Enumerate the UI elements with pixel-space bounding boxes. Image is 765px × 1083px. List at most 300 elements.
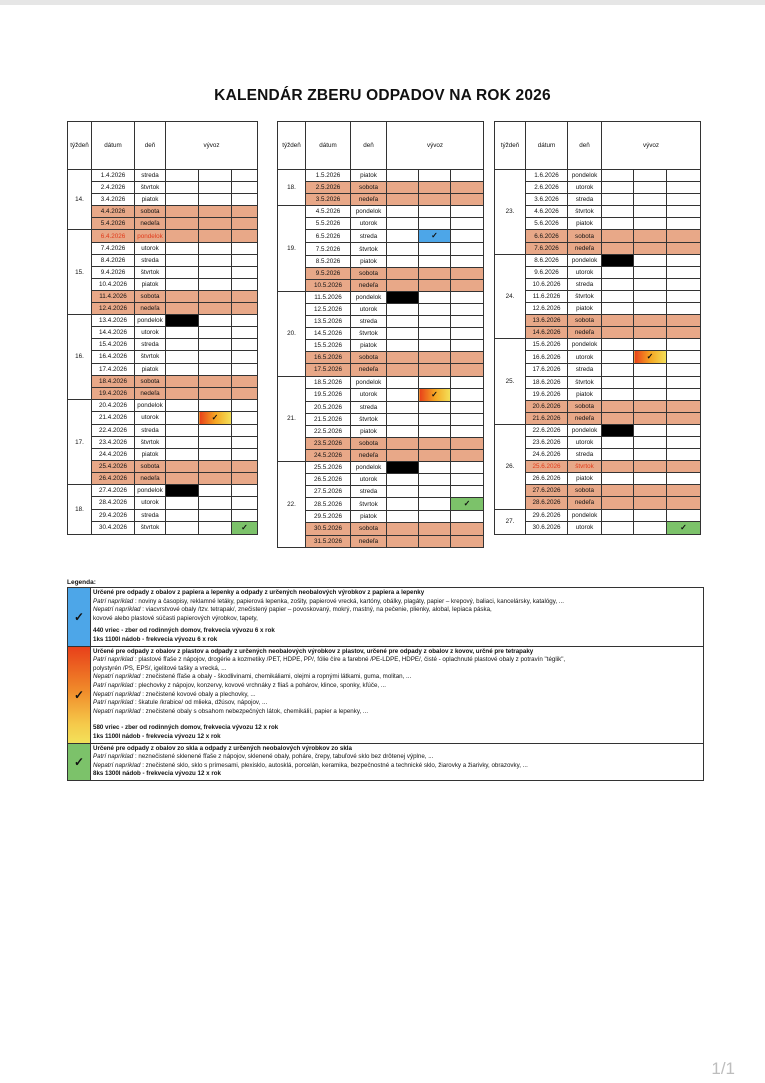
header-day: deň <box>135 122 166 170</box>
pickup-cell <box>419 462 451 474</box>
date-cell: 17.4.2026 <box>92 363 135 375</box>
pickup-black-marker <box>166 485 199 497</box>
pickup-cell <box>232 327 258 339</box>
calendar-row <box>495 339 701 351</box>
date-cell: 3.5.2026 <box>306 194 351 206</box>
pickup-cell <box>387 364 419 376</box>
pickup-cell <box>166 449 199 461</box>
pickup-cell <box>602 182 634 194</box>
viewer-top-bar <box>0 0 765 5</box>
day-cell: pondelok <box>135 230 166 242</box>
legend-plastic-belongs3: : škatule /krabice/ od mlieka, džúsov, nápojov, ... <box>134 699 268 707</box>
pickup-cell <box>419 218 451 230</box>
day-cell: sobota <box>568 230 602 242</box>
pickup-cell <box>387 352 419 364</box>
week-number: 19. <box>278 206 306 292</box>
pickup-cell <box>387 535 419 547</box>
week-number: 17. <box>68 399 92 485</box>
check-icon: ✓ <box>73 609 85 624</box>
calendar-row <box>495 242 701 254</box>
pickup-cell <box>602 170 634 182</box>
date-cell: 23.5.2026 <box>306 437 351 449</box>
pickup-cell <box>199 206 232 218</box>
pickup-cell <box>166 399 199 411</box>
pickup-cell <box>419 511 451 523</box>
date-cell: 10.5.2026 <box>306 279 351 291</box>
date-cell: 5.5.2026 <box>306 218 351 230</box>
pickup-cell <box>199 327 232 339</box>
pickup-cell <box>634 449 667 461</box>
pickup-cell <box>451 206 484 218</box>
date-cell: 7.6.2026 <box>526 242 568 254</box>
day-cell: piatok <box>351 255 387 267</box>
calendar-row <box>68 254 258 266</box>
day-cell: sobota <box>135 290 166 302</box>
day-cell: sobota <box>568 315 602 327</box>
date-cell: 29.5.2026 <box>306 511 351 523</box>
pickup-cell <box>602 351 634 364</box>
calendar-row <box>278 218 484 230</box>
day-cell: nedeľa <box>351 364 387 376</box>
day-cell: streda <box>135 509 166 521</box>
date-cell: 1.5.2026 <box>306 170 351 182</box>
pickup-cell <box>232 436 258 448</box>
calendar-row <box>278 449 484 461</box>
legend-paper-title: Určené pre odpady z obalov z papiera a lepenky a odpady z určených neobalových výrobkov z papiera a lepenky <box>93 589 425 596</box>
pickup-black-marker <box>166 315 199 327</box>
date-cell: 11.5.2026 <box>306 291 351 303</box>
day-cell: utorok <box>135 497 166 509</box>
day-cell: utorok <box>351 474 387 486</box>
calendar-row <box>495 230 701 242</box>
calendar-row <box>278 170 484 182</box>
date-cell: 15.5.2026 <box>306 340 351 352</box>
date-cell: 1.4.2026 <box>92 170 135 182</box>
pickup-cell <box>199 497 232 509</box>
legend-glass-swatch <box>68 744 91 780</box>
day-cell: sobota <box>568 485 602 497</box>
day-cell: streda <box>351 316 387 328</box>
date-cell: 26.6.2026 <box>526 473 568 485</box>
calendar-row <box>278 437 484 449</box>
header-date: dátum <box>92 122 135 170</box>
date-cell: 16.4.2026 <box>92 351 135 363</box>
pickup-cell <box>419 401 451 413</box>
pickup-cell <box>667 327 701 339</box>
pickup-cell <box>602 206 634 218</box>
pickup-cell <box>232 399 258 411</box>
pickup-cell <box>166 521 199 534</box>
pickup-cell <box>387 401 419 413</box>
day-cell: štvrtok <box>135 351 166 363</box>
pickup-cell <box>166 218 199 230</box>
pickup-cell <box>387 388 419 401</box>
pickup-cell <box>634 436 667 448</box>
day-cell: piatok <box>568 303 602 315</box>
pickup-cell <box>419 413 451 425</box>
pickup-cell <box>634 521 667 534</box>
header-week: týždeň <box>278 122 306 170</box>
pickup-cell <box>667 473 701 485</box>
date-cell: 13.4.2026 <box>92 315 135 327</box>
calendar-row <box>278 364 484 376</box>
pickup-cell <box>602 376 634 388</box>
pickup-cell <box>419 328 451 340</box>
date-cell: 29.6.2026 <box>526 509 568 521</box>
pickup-cell <box>419 486 451 498</box>
pickup-cell <box>602 461 634 473</box>
date-cell: 19.5.2026 <box>306 388 351 401</box>
calendar-row <box>495 182 701 194</box>
date-cell: 18.6.2026 <box>526 376 568 388</box>
pickup-cell <box>667 315 701 327</box>
pickup-cell <box>387 486 419 498</box>
calendar-row <box>495 412 701 424</box>
date-cell: 19.4.2026 <box>92 387 135 399</box>
date-cell: 6.4.2026 <box>92 230 135 242</box>
day-cell: utorok <box>568 521 602 534</box>
date-cell: 24.6.2026 <box>526 449 568 461</box>
pickup-cell <box>387 340 419 352</box>
pickup-cell <box>602 290 634 302</box>
pickup-cell <box>419 523 451 535</box>
date-cell: 3.6.2026 <box>526 194 568 206</box>
pickup-cell <box>634 290 667 302</box>
day-cell: utorok <box>568 351 602 364</box>
calendar-row <box>68 509 258 521</box>
pickup-cell <box>419 243 451 255</box>
day-cell: streda <box>568 194 602 206</box>
not-belongs-label: Nepatrí napríklad <box>93 673 141 681</box>
legend-plastic-swatch <box>68 647 91 743</box>
calendar-row <box>278 182 484 194</box>
pickup-cell <box>667 509 701 521</box>
calendar-row <box>278 340 484 352</box>
pickup-cell <box>667 485 701 497</box>
week-number: 23. <box>495 170 526 255</box>
pickup-cell <box>634 412 667 424</box>
pickup-cell <box>166 436 199 448</box>
day-cell: utorok <box>351 388 387 401</box>
day-cell: streda <box>568 449 602 461</box>
day-cell: piatok <box>135 194 166 206</box>
day-cell: pondelok <box>568 170 602 182</box>
pickup-cell <box>199 218 232 230</box>
pickup-cell <box>451 243 484 255</box>
day-cell: piatok <box>351 425 387 437</box>
pickup-grad-marker <box>419 388 451 401</box>
date-cell: 27.5.2026 <box>306 486 351 498</box>
day-cell: pondelok <box>351 376 387 388</box>
pickup-cell <box>199 351 232 363</box>
calendar-row <box>68 363 258 375</box>
calendar-row <box>495 194 701 206</box>
pickup-cell <box>419 437 451 449</box>
calendar-row <box>68 339 258 351</box>
day-cell: nedeľa <box>135 387 166 399</box>
pickup-cell <box>667 303 701 315</box>
legend-plastic-belongs1: : plastové fľaše z nápojov, drogérie a kozmetiky /PET, HDPE, PP/, fólie číre a farebné /PE-LDPE, HDPE/, čisté - oplachnuté plastové obaly z potravín "téglik", <box>134 656 566 664</box>
header-pickup: vývoz <box>602 122 701 170</box>
pickup-cell <box>634 315 667 327</box>
date-cell: 16.6.2026 <box>526 351 568 364</box>
pickup-cell <box>387 413 419 425</box>
pickup-cell <box>419 498 451 511</box>
day-cell: sobota <box>135 375 166 387</box>
not-belongs-label: Nepatrí napríklad <box>93 707 141 715</box>
date-cell: 1.6.2026 <box>526 170 568 182</box>
pickup-cell <box>166 339 199 351</box>
day-cell: štvrtok <box>351 413 387 425</box>
calendar-row <box>278 243 484 255</box>
pickup-cell <box>232 194 258 206</box>
pickup-cell <box>602 497 634 509</box>
pickup-cell <box>634 278 667 290</box>
calendar-row <box>495 485 701 497</box>
date-cell: 18.4.2026 <box>92 375 135 387</box>
legend-plastic-not2: : znečistené kovové obaly a plechovky, ... <box>142 690 256 698</box>
pickup-cell <box>634 400 667 412</box>
calendar-row <box>495 315 701 327</box>
pickup-cell <box>667 351 701 364</box>
pickup-cell <box>634 194 667 206</box>
day-cell: utorok <box>568 436 602 448</box>
pickup-cell <box>387 255 419 267</box>
legend-plastic <box>68 647 703 744</box>
legend-plastic-info2: 1ks 1100l nádob - frekvecia vývozu 12 x rok <box>93 732 221 740</box>
day-cell: nedeľa <box>135 303 166 315</box>
date-cell: 19.6.2026 <box>526 388 568 400</box>
pickup-cell <box>232 266 258 278</box>
date-cell: 17.6.2026 <box>526 364 568 376</box>
pickup-cell <box>634 327 667 339</box>
pickup-cell <box>166 266 199 278</box>
pickup-cell <box>387 279 419 291</box>
pickup-cell <box>232 303 258 315</box>
calendar-row <box>68 230 258 242</box>
pickup-cell <box>667 436 701 448</box>
day-cell: streda <box>568 364 602 376</box>
date-cell: 18.5.2026 <box>306 376 351 388</box>
pickup-cell <box>166 351 199 363</box>
pickup-cell <box>232 206 258 218</box>
date-cell: 21.5.2026 <box>306 413 351 425</box>
day-cell: piatok <box>568 473 602 485</box>
calendar-row <box>495 376 701 388</box>
pickup-cell <box>634 266 667 278</box>
day-cell: sobota <box>351 437 387 449</box>
pickup-cell <box>199 449 232 461</box>
pickup-cell <box>199 290 232 302</box>
week-number: 20. <box>278 291 306 376</box>
pickup-cell <box>232 182 258 194</box>
pickup-cell <box>199 170 232 182</box>
calendar-row <box>278 303 484 315</box>
date-cell: 13.6.2026 <box>526 315 568 327</box>
date-cell: 10.6.2026 <box>526 278 568 290</box>
date-cell: 31.5.2026 <box>306 535 351 547</box>
date-cell: 27.6.2026 <box>526 485 568 497</box>
calendar-table-april <box>67 121 258 535</box>
date-cell: 25.6.2026 <box>526 461 568 473</box>
legend-paper-info2: 1ks 1100l nádob - frekvecia vývozu 6 x rok <box>93 635 218 643</box>
date-cell: 28.6.2026 <box>526 497 568 509</box>
not-belongs-label: Nepatrí napríklad <box>93 606 141 614</box>
pickup-green-marker <box>667 521 701 534</box>
pickup-cell <box>634 182 667 194</box>
calendar-row <box>278 486 484 498</box>
day-cell: nedeľa <box>135 218 166 230</box>
calendar-row <box>495 364 701 376</box>
week-number: 22. <box>278 462 306 548</box>
pickup-cell <box>667 497 701 509</box>
week-number: 18. <box>68 485 92 534</box>
pickup-cell <box>451 182 484 194</box>
header-week: týždeň <box>68 122 92 170</box>
pickup-cell <box>634 497 667 509</box>
date-cell: 21.6.2026 <box>526 412 568 424</box>
pickup-cell <box>634 254 667 266</box>
pickup-cell <box>166 290 199 302</box>
pickup-cell <box>419 535 451 547</box>
day-cell: štvrtok <box>568 376 602 388</box>
day-cell: štvrtok <box>351 498 387 511</box>
day-cell: štvrtok <box>568 290 602 302</box>
pickup-cell <box>602 218 634 230</box>
pickup-cell <box>387 449 419 461</box>
day-cell: streda <box>568 278 602 290</box>
pickup-cell <box>667 218 701 230</box>
date-cell: 22.4.2026 <box>92 424 135 436</box>
pickup-cell <box>419 194 451 206</box>
pickup-cell <box>419 352 451 364</box>
calendar-row <box>68 424 258 436</box>
pickup-cell <box>199 375 232 387</box>
pickup-cell <box>232 230 258 242</box>
pickup-cell <box>667 266 701 278</box>
day-cell: pondelok <box>351 206 387 218</box>
pickup-cell <box>387 523 419 535</box>
day-cell: streda <box>135 254 166 266</box>
calendar-row <box>278 255 484 267</box>
check-icon: ✓ <box>431 389 438 399</box>
calendar-row <box>278 523 484 535</box>
pickup-cell <box>166 278 199 290</box>
calendar-row <box>68 303 258 315</box>
pickup-cell <box>451 364 484 376</box>
day-cell: pondelok <box>135 315 166 327</box>
belongs-label: Patrí napríklad <box>93 597 134 605</box>
date-cell: 5.6.2026 <box>526 218 568 230</box>
date-cell: 26.4.2026 <box>92 473 135 485</box>
pickup-cell <box>387 218 419 230</box>
day-cell: sobota <box>568 400 602 412</box>
pickup-cell <box>634 376 667 388</box>
date-cell: 30.4.2026 <box>92 521 135 534</box>
calendar-row <box>68 485 258 497</box>
pickup-cell <box>387 182 419 194</box>
date-cell: 22.5.2026 <box>306 425 351 437</box>
calendar-row <box>68 278 258 290</box>
not-belongs-label: Nepatrí napríklad <box>93 761 141 769</box>
day-cell: streda <box>135 339 166 351</box>
calendar-row <box>278 388 484 401</box>
calendar-row <box>278 352 484 364</box>
date-cell: 26.5.2026 <box>306 474 351 486</box>
belongs-label: Patrí napríklad <box>93 699 134 707</box>
pickup-cell <box>199 521 232 534</box>
pickup-cell <box>199 303 232 315</box>
day-cell: štvrtok <box>568 461 602 473</box>
date-cell: 12.4.2026 <box>92 303 135 315</box>
pickup-cell <box>634 364 667 376</box>
pickup-cell <box>166 363 199 375</box>
week-number: 25. <box>495 339 526 425</box>
pickup-cell <box>232 170 258 182</box>
day-cell: piatok <box>568 218 602 230</box>
day-cell: utorok <box>135 411 166 424</box>
day-cell: nedeľa <box>351 194 387 206</box>
day-cell: sobota <box>351 267 387 279</box>
pickup-cell <box>419 255 451 267</box>
day-cell: sobota <box>351 523 387 535</box>
calendar-row <box>68 411 258 424</box>
pickup-cell <box>602 509 634 521</box>
pickup-cell <box>199 473 232 485</box>
day-cell: nedeľa <box>568 412 602 424</box>
header-day: deň <box>351 122 387 170</box>
date-cell: 24.4.2026 <box>92 449 135 461</box>
legend-plastic-belongs1-cont: polystyrén /PS, EPS/, igelitové tašky a vrecká, ... <box>93 664 227 672</box>
calendar-row <box>68 521 258 534</box>
date-cell: 25.5.2026 <box>306 462 351 474</box>
legend-glass-belongs: : neznečistené sklenené fľaše z nápojov, sklenené obaly, poháre, črepy, tabuľové sklo bez drôtenej výplne, ... <box>134 753 434 761</box>
pickup-cell <box>451 486 484 498</box>
calendar-row <box>68 375 258 387</box>
date-cell: 27.4.2026 <box>92 485 135 497</box>
pickup-cell <box>602 327 634 339</box>
calendar-row <box>68 436 258 448</box>
pickup-cell <box>634 473 667 485</box>
calendar-row <box>495 290 701 302</box>
pickup-cell <box>419 425 451 437</box>
pickup-cell <box>451 425 484 437</box>
pickup-cell <box>602 400 634 412</box>
legend-plastic-info1: 580 vriec - zber od rodinných domov, frekvecia vývozu 12 x rok <box>93 724 279 732</box>
pickup-cell <box>232 218 258 230</box>
date-cell: 8.4.2026 <box>92 254 135 266</box>
day-cell: pondelok <box>568 339 602 351</box>
calendar-row <box>495 509 701 521</box>
pickup-cell <box>451 388 484 401</box>
pickup-cell <box>602 364 634 376</box>
date-cell: 20.6.2026 <box>526 400 568 412</box>
pickup-cell <box>232 449 258 461</box>
pickup-cell <box>667 461 701 473</box>
pickup-cell <box>419 449 451 461</box>
pickup-cell <box>199 363 232 375</box>
date-cell: 20.4.2026 <box>92 399 135 411</box>
pickup-cell <box>166 411 199 424</box>
pickup-cell <box>166 194 199 206</box>
legend-paper-swatch <box>68 588 91 646</box>
pickup-cell <box>419 303 451 315</box>
calendar-row <box>68 218 258 230</box>
check-icon: ✓ <box>646 352 654 362</box>
header-pickup: vývoz <box>166 122 258 170</box>
header-pickup: vývoz <box>387 122 484 170</box>
pickup-cell <box>602 388 634 400</box>
